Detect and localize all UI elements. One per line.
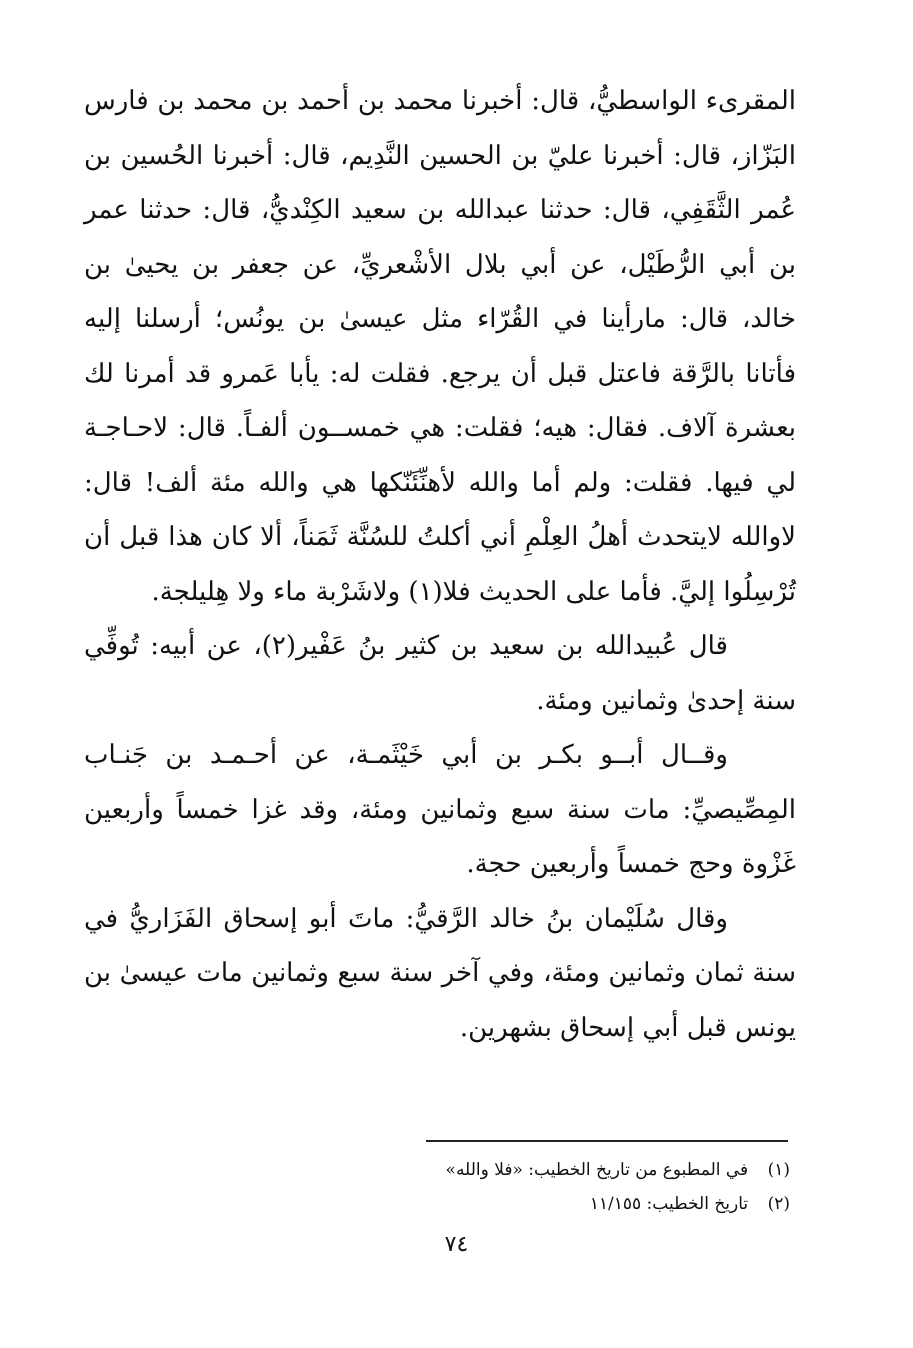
footnote-text: في المطبوع من تاريخ الخطيب: «فلا والله» [445, 1160, 749, 1180]
paragraph-4: وقال سُلَيْمان بنُ خالد الرَّقيُّ: ماتَ أبو إسحاق الفَزَاريُّ في سنة ثمان وثمانين ومئة، وفي آخر سنة سبع وثمانين مات عيسىٰ بن يونس قبل أبي إسحاق بشهرين. [84, 903, 796, 1043]
footnotes [300, 1153, 790, 1221]
footnote-2 [300, 1187, 790, 1221]
footnote-number: (٢) [767, 1194, 790, 1214]
footnote-divider [426, 1140, 788, 1142]
paragraph-2: قال عُبيدالله بن سعيد بن كثير بنُ عَفْير(٢)، عن أبيه: تُوفِّي سنة إحدىٰ وثمانين ومئة. [84, 631, 796, 716]
page-number: ٧٤ [444, 1232, 469, 1257]
footnote-text: تاريخ الخطيب: ١١/١٥٥ [589, 1194, 749, 1214]
footnote-number: (١) [767, 1160, 790, 1180]
paragraph-3: وقــال أبــو بكـر بن أبي خَيْثَمـة، عن أحـمـد بن جَنـاب المِصِّيصيِّ: مات سنة سبع وثمانين ومئة، وقد غزا خمساً وأربعين غَزْوة وحج خمساً وأربعين حجة. [84, 740, 796, 879]
footnote-1 [300, 1153, 790, 1187]
paragraph-1: المقرىء الواسطيُّ، قال: أخبرنا محمد بن أحمد بن محمد بن فارس البَزّاز، قال: أخبرنا عليّ بن الحسين النَّدِيم، قال: أخبرنا الحُسين بن عُمر الثَّقَفِي، قال: حدثنا عبدالله بن سعيد الكِنْديُّ، قال: حدثنا عمر بن أبي الرُّطَيْل، عن أبي بلال الأشْعريِّ، عن جعفر بن يحيىٰ بن خالد، قال: مارأينا في القُرّاء مثل عيسىٰ بن يونُس؛ أرسلنا إليه فأتانا بالرَّقة فاعتل قبل أن يرجع. فقلت له: يأبا عَمرو قد أمرنا لك بعشرة آلاف. فقال: هيه؛ فقلت: هي خمســون ألفـاً. قال: لاحـاجـة لي فيها. فقلت: ولم أما والله لأهنِّئَنّكها هي والله مئة ألف! قال: لاوالله لايتحدث أهلُ العِلْمِ أني أكلتُ للسُنَّة ثَمَناً، ألا كان هذا قبل أن تُرْسِلُوا إليَّ. فأما على الحديث فلا(١) ولاشَرْبة ماء ولا هِليلجة. [84, 86, 796, 607]
main-text [84, 74, 796, 1055]
